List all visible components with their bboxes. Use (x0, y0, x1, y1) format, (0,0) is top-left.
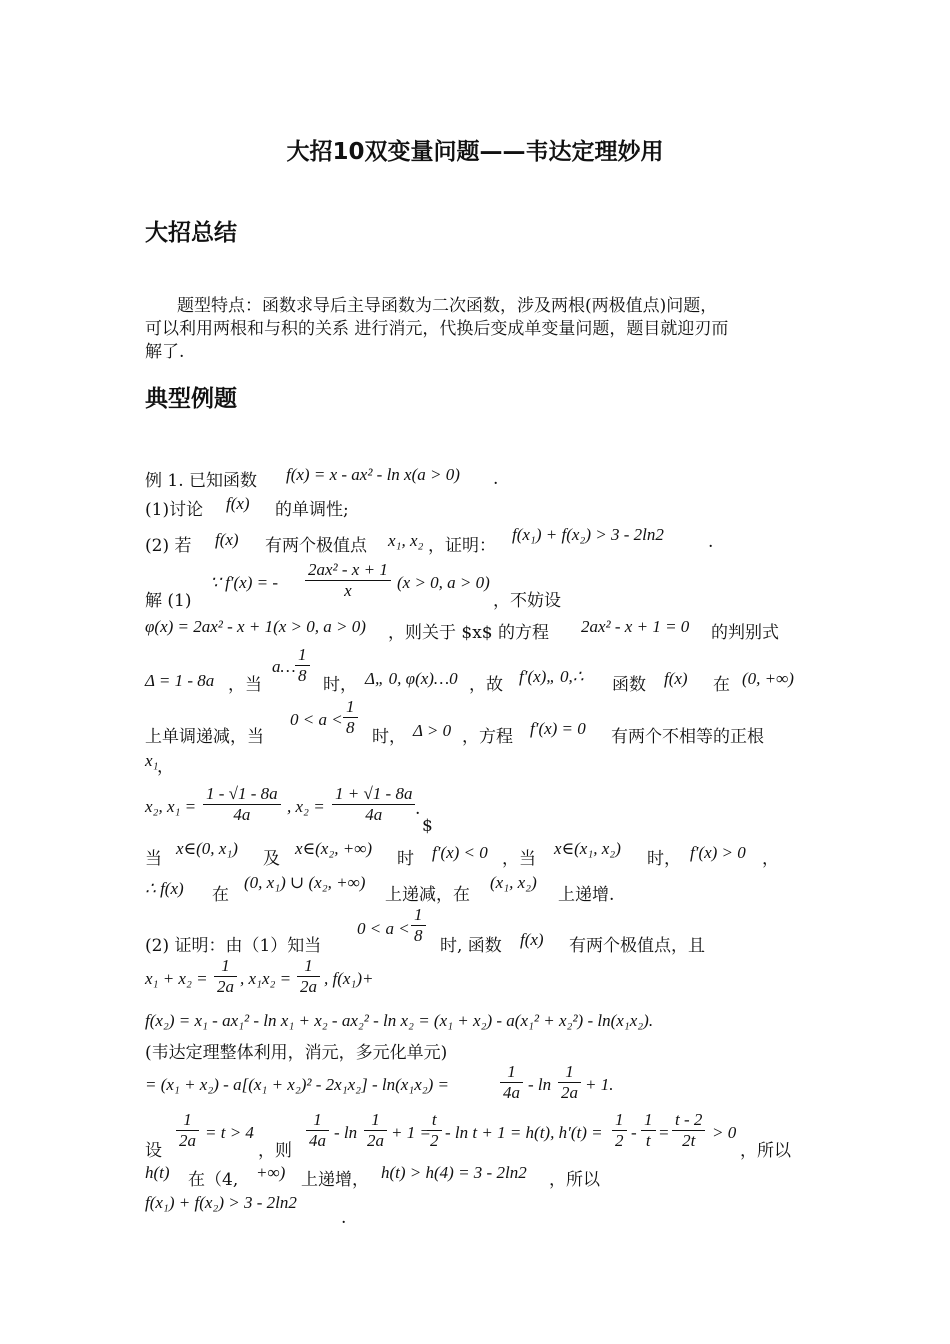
solution-text: 上递减，在 (385, 885, 470, 905)
math-frac (610, 1110, 629, 1151)
solution-text: ，则 (258, 1141, 292, 1161)
frac-numerator: 1 (641, 1110, 656, 1131)
math-interval: x∈(0, x₁) (176, 839, 238, 858)
math-x1: x₁ (145, 751, 159, 770)
math-derivative-pre: ∵ f′(x) = - (210, 573, 279, 592)
math-minus: - (631, 1123, 637, 1142)
part1-text: 的单调性; (275, 500, 349, 520)
math-conclusion: f(x₁) + f(x₂) > 3 - 2ln2 (145, 1193, 297, 1212)
solution-text: 在 (713, 675, 730, 695)
frac-denominator: 8 (414, 926, 423, 945)
math-vieta-sum: x₁ + x₂ = (145, 969, 208, 988)
math-plus-one: + 1. (585, 1075, 614, 1094)
solution-text: 函数 (612, 675, 646, 695)
math-equation: 2ax² - x + 1 = 0 (581, 617, 690, 636)
frac-denominator: t (645, 1131, 651, 1150)
math-roots-mid: , x₂ = (287, 797, 325, 816)
math-ht: h(t) (145, 1163, 170, 1182)
math-derivative-domain: (x > 0, a > 0) (397, 573, 490, 592)
math-ht-def: - ln t + 1 = h(t), h′(t) = (445, 1123, 603, 1142)
solution-text: 有两个极值点，且 (569, 936, 705, 956)
solution-text: 上递增. (558, 885, 615, 905)
math-gt-zero: > 0 (712, 1123, 737, 1142)
frac-denominator: 4a (503, 1083, 520, 1102)
frac-denominator: 8 (346, 718, 355, 737)
solution-text: 时 (397, 849, 414, 869)
page-title: 大招10双变量问题——韦达定理妙用 (286, 139, 664, 165)
math-frac (639, 1110, 658, 1151)
frac-denominator: x (344, 581, 352, 600)
math-frac (304, 1110, 331, 1151)
summary-line-3: 解了. (145, 342, 185, 362)
vieta-note: (韦达定理整体利用，消元，多元化单元) (145, 1043, 448, 1063)
solution-text: ，方程 (462, 727, 513, 747)
frac-denominator: 4a (309, 1131, 326, 1150)
math-t-gt-4: = t > 4 (205, 1123, 254, 1142)
solution-text: 时， (323, 675, 357, 695)
solution-text: ，则关于 $x$ 的方程 (388, 623, 550, 643)
frac-numerator: 1 (306, 1110, 329, 1131)
frac-numerator: 1 (214, 956, 237, 977)
solution-text: 在（4, (188, 1170, 239, 1190)
math-interval: x∈(x₂, +∞) (295, 839, 372, 858)
period: . (341, 1208, 347, 1228)
math-phi: φ(x) = 2ax² - x + 1(x > 0, a > 0) (145, 617, 366, 636)
solution-text: 上单调递减，当 (145, 727, 264, 747)
math-frac (295, 956, 322, 997)
math-a-range: 0 < a < (357, 919, 410, 938)
math-frac (425, 1110, 444, 1151)
math-plus-one-eq: + 1 = (391, 1123, 431, 1142)
math-ht-bound: h(t) > h(4) = 3 - 2ln2 (381, 1163, 527, 1182)
period: . (415, 799, 421, 819)
section-heading-summary: 大招总结 (145, 220, 237, 246)
math-delta: Δ = 1 - 8a (145, 671, 215, 690)
section-heading-examples: 典型例题 (145, 386, 237, 412)
math-fprime-zero: f′(x) = 0 (530, 719, 586, 738)
frac-numerator: t (427, 1110, 442, 1131)
frac-denominator: 2a (300, 977, 317, 996)
frac-denominator: 2a (561, 1083, 578, 1102)
example-label: 例 1. 已知函数 (145, 471, 258, 491)
math-inequality: f(x₁) + f(x₂) > 3 - 2ln2 (512, 525, 664, 544)
frac-denominator: 2a (217, 977, 234, 996)
frac-numerator: 1 (176, 1110, 199, 1131)
period: . (708, 532, 714, 552)
math-fx: ∴ f(x) (145, 879, 184, 898)
frac-numerator: 1 (411, 905, 426, 926)
math-sum-expansion: f(x₂) = x₁ - ax₁² - ln x₁ + x₂ - ax₂² - ln x₂ = (x₁ + x₂) - a(x₁² + x₂²) - ln(x₁x₂). (145, 1011, 654, 1030)
solution-text: 有两个不相等的正根 (611, 727, 764, 747)
math-interval: (x₁, x₂) (490, 873, 537, 892)
stray-dollar: $ (422, 816, 433, 836)
solution-text: 在 (212, 885, 229, 905)
frac-denominator: 4a (233, 805, 251, 824)
solution-text: 时， (647, 849, 681, 869)
summary-line-1: 题型特点：函数求导后主导函数为二次函数，涉及两根(两极值点)问题， (177, 296, 718, 316)
math-x1-x2: x₁, x₂ (388, 531, 424, 550)
solution-text: ， (762, 849, 779, 869)
math-fx: f(x) (226, 494, 250, 513)
math-root2 (330, 784, 417, 825)
math-fprime-neg: f′(x) < 0 (432, 843, 488, 862)
math-fx: f(x) (520, 930, 544, 949)
function-definition: f(x) = x - ax² - ln x(a > 0) (286, 465, 460, 484)
frac-denominator: 4a (365, 805, 383, 824)
math-derivative-frac (303, 560, 393, 601)
solution-text: ，所以 (549, 1170, 600, 1190)
math-vieta-product: , x₁x₂ = (240, 969, 292, 988)
solution-text: ，所以 (740, 1141, 791, 1161)
math-fprime-leq: f′(x)„ 0,∴ (519, 667, 584, 686)
math-fx: f(x) (664, 669, 688, 688)
frac-numerator: 1 (343, 697, 358, 718)
math-union-interval: (0, x₁) ∪ (x₂, +∞) (244, 873, 366, 892)
frac-denominator: 2a (179, 1131, 196, 1150)
part2-text-prove: ，证明： (428, 536, 496, 556)
solution-text: ，当 (502, 849, 536, 869)
frac-numerator: 1 - √1 - 8a (203, 784, 281, 805)
math-f-x1: , f(x₁)+ (324, 969, 374, 988)
math-a-range: 0 < a < (290, 710, 343, 729)
solution-text: 当 (145, 849, 162, 869)
solution-text: ，当 (228, 675, 262, 695)
math-frac-1-8 (341, 697, 360, 738)
math-frac-1-8 (409, 905, 428, 946)
frac-numerator: 1 (500, 1062, 523, 1083)
math-delta-leq: Δ„ 0, φ(x)…0 (365, 669, 458, 688)
frac-denominator: 8 (298, 666, 307, 685)
solution-text: ， (157, 757, 174, 777)
math-ln: - ln (334, 1123, 358, 1142)
part1-label: (1)讨论 (145, 500, 204, 520)
frac-numerator: 1 (558, 1062, 581, 1083)
math-interval: x∈(x₁, x₂) (554, 839, 621, 858)
math-frac (556, 1062, 583, 1103)
frac-numerator: 1 + √1 - 8a (332, 784, 415, 805)
frac-numerator: 1 (612, 1110, 627, 1131)
solution-text: 时， (372, 727, 406, 747)
math-substitution: = (x₁ + x₂) - a[(x₁ + x₂)² - 2x₁x₂] - ln(x₁x₂) = (145, 1075, 450, 1094)
part2-label: (2) 若 (145, 536, 192, 556)
math-fprime-pos: f′(x) > 0 (690, 843, 746, 862)
math-ln: - ln (528, 1075, 552, 1094)
math-eq: = (658, 1123, 670, 1142)
frac-denominator: 2a (367, 1131, 384, 1150)
frac-denominator: 2t (682, 1131, 696, 1150)
math-frac (498, 1062, 525, 1103)
math-interval: (0, +∞) (742, 669, 794, 688)
part2-text: 有两个极值点 (265, 536, 367, 556)
frac-numerator: 1 (364, 1110, 387, 1131)
math-a-geq: a… (272, 657, 296, 676)
solution-text: 上递增， (301, 1170, 369, 1190)
frac-denominator: 2 (430, 1131, 439, 1150)
summary-line-2: 可以利用两根和与积的关系 进行消元，代换后变成单变量问题，题目就迎刃而 (145, 319, 729, 339)
math-root1 (201, 784, 283, 825)
math-roots-pre: x₂, x₁ = (145, 797, 197, 816)
math-delta-pos: Δ > 0 (413, 721, 452, 740)
frac-numerator: 2ax² - x + 1 (305, 560, 391, 581)
frac-numerator: 1 (297, 956, 320, 977)
frac-numerator: t - 2 (672, 1110, 705, 1131)
math-frac (174, 1110, 201, 1151)
solution-text: 时, 函数 (440, 936, 502, 956)
solution-text: 设 (145, 1141, 162, 1161)
frac-numerator: 1 (295, 645, 310, 666)
solution-text: 及 (263, 849, 280, 869)
math-frac (212, 956, 239, 997)
math-frac (670, 1110, 707, 1151)
proof-label: (2) 证明：由（1）知当 (145, 936, 322, 956)
math-frac-1-8 (293, 645, 312, 686)
solution-text: ，不妨设 (493, 591, 561, 611)
math-infinity: +∞) (256, 1163, 286, 1182)
solution-label: 解 (1) (145, 591, 192, 611)
math-frac (362, 1110, 389, 1151)
frac-denominator: 2 (615, 1131, 624, 1150)
period: . (493, 469, 499, 489)
solution-text: 的判别式 (711, 623, 779, 643)
math-fx: f(x) (215, 530, 239, 549)
solution-text: ，故 (469, 675, 503, 695)
